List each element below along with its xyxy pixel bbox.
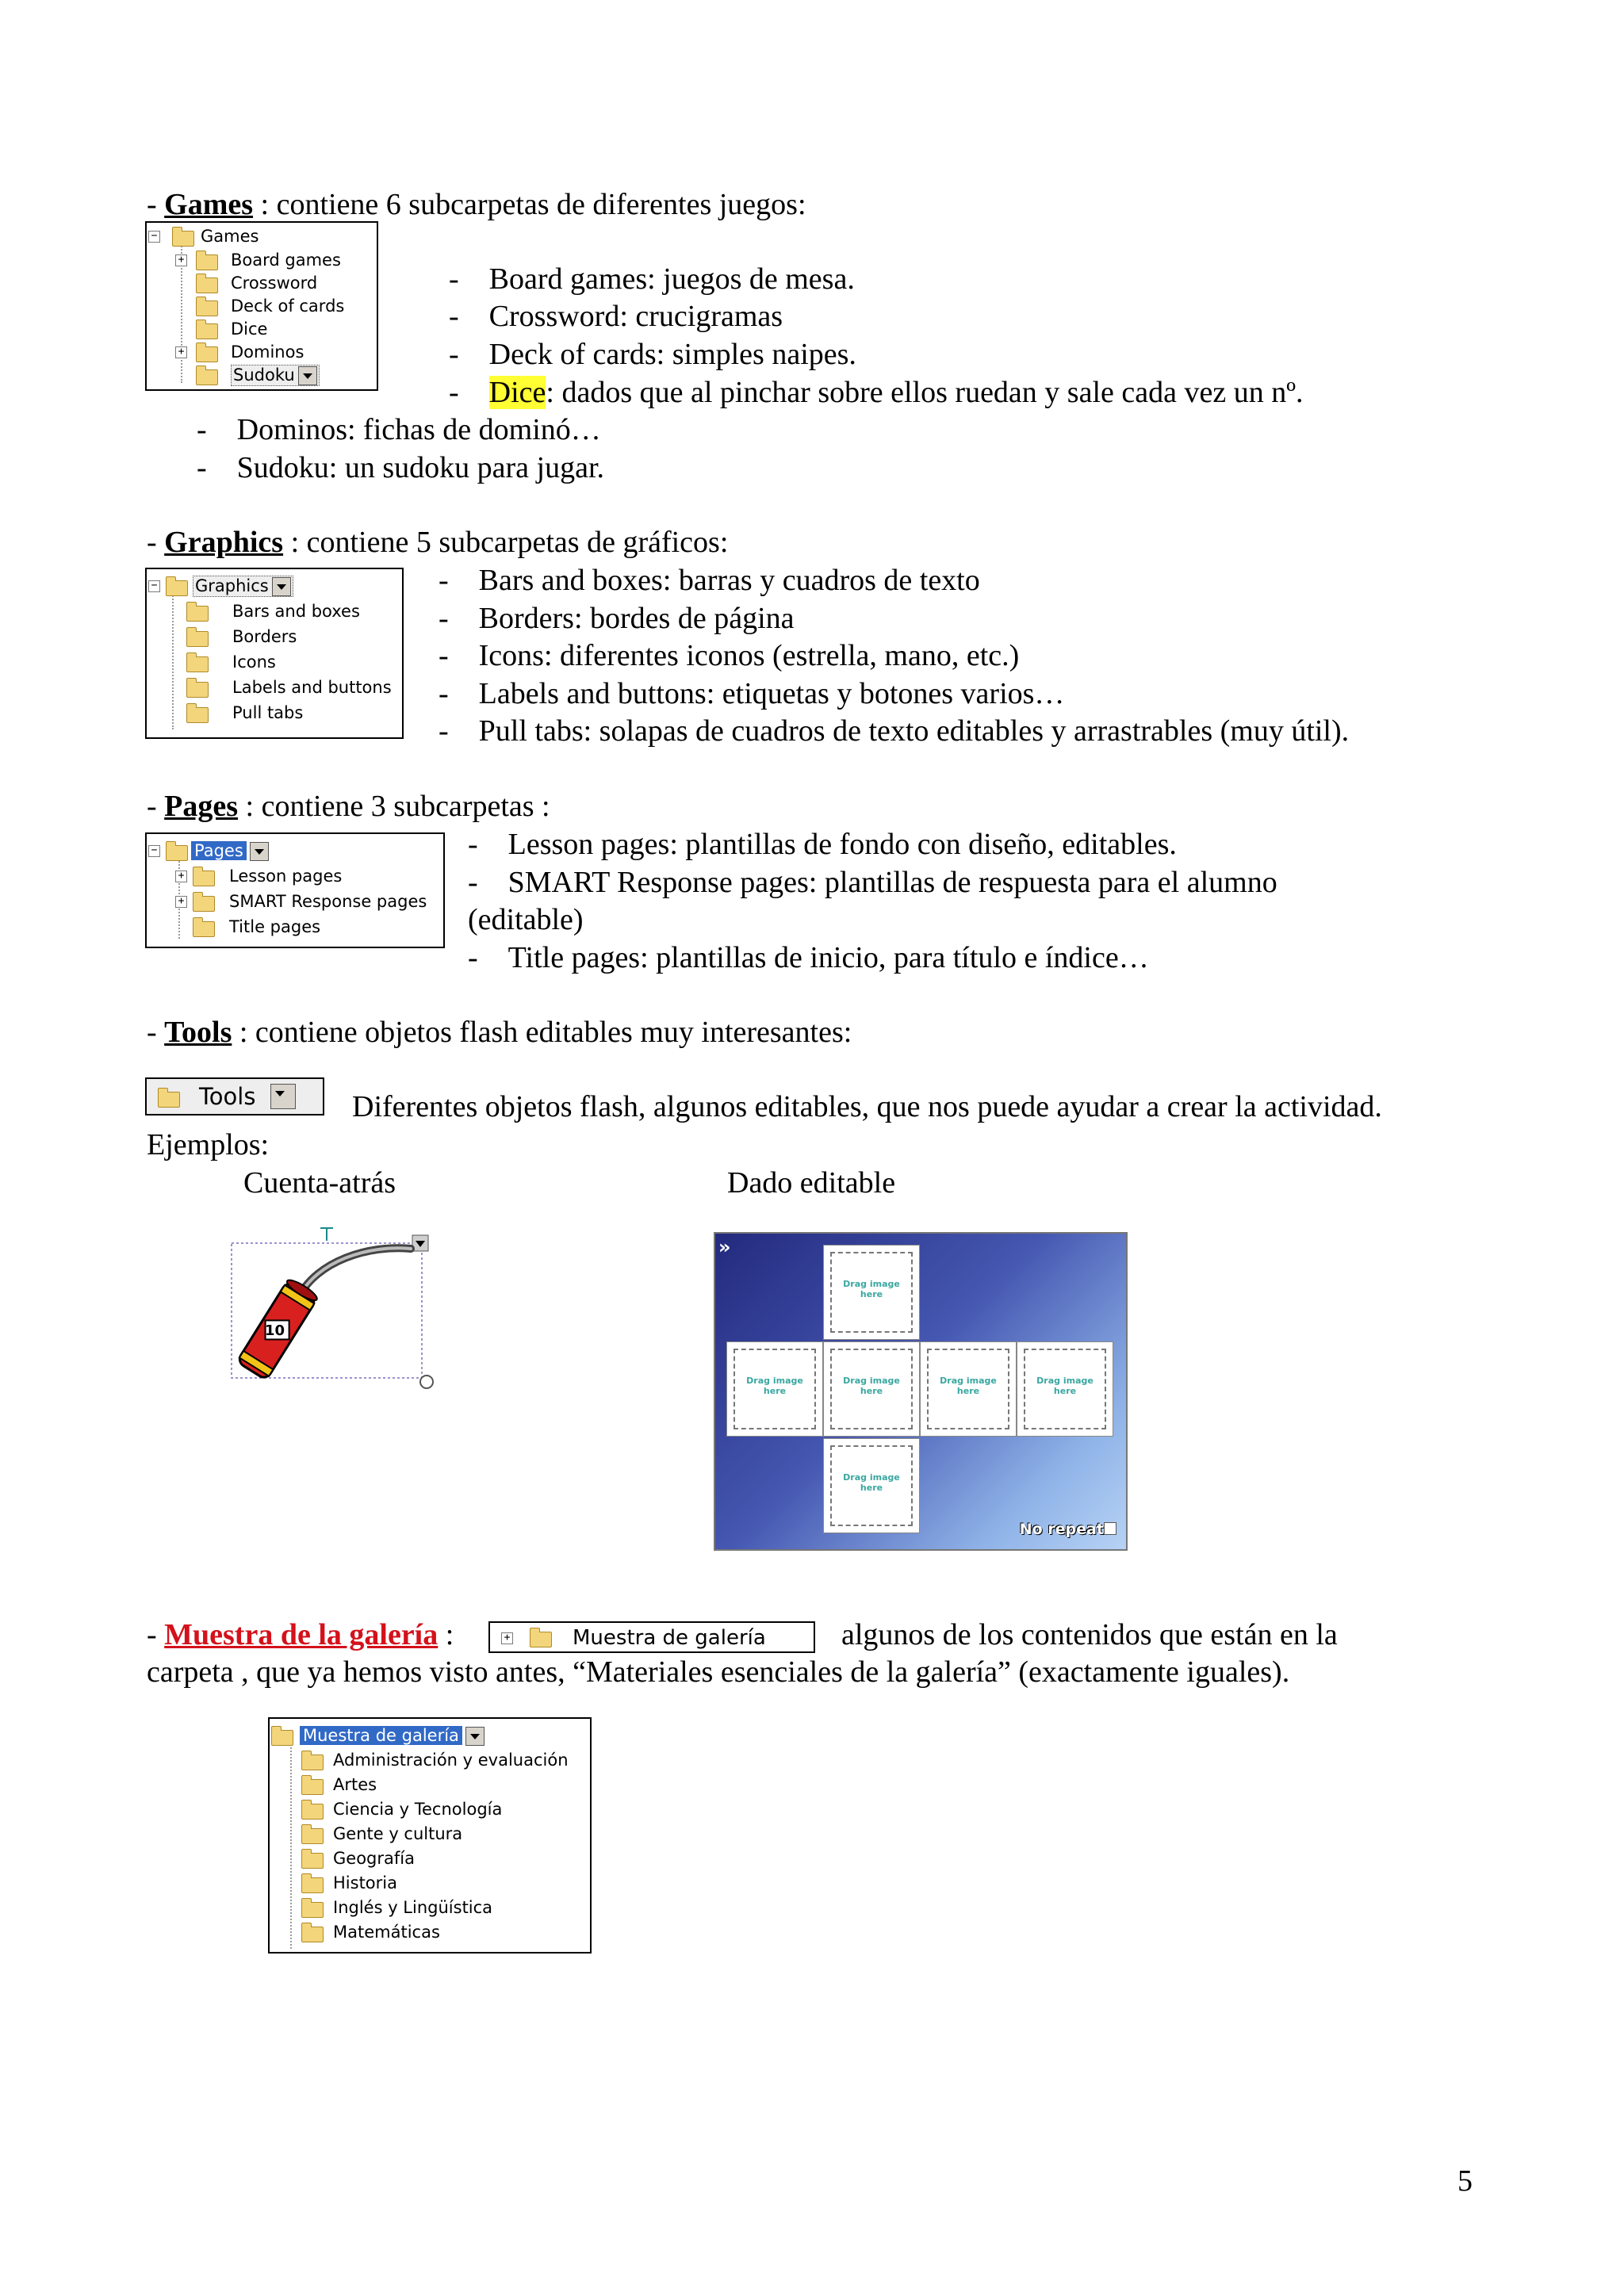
expand-icon[interactable]: + (501, 1632, 513, 1644)
selected-folder-label: Pages (191, 841, 247, 860)
expand-icon[interactable]: + (175, 896, 187, 908)
folder-icon (301, 1755, 324, 1770)
tools-folder-button[interactable]: Tools (145, 1077, 324, 1115)
games-heading-line: - Games : contiene 6 subcarpetas de diferentes juegos: (147, 188, 806, 221)
games-list-item: - Dominos: fichas de dominó… (197, 413, 601, 446)
expand-icon[interactable]: + (175, 871, 187, 882)
examples-label: Ejemplos: (147, 1128, 270, 1161)
folder-icon (186, 682, 209, 698)
muestra-description-2: carpeta , que ya hemos visto antes, “Materiales esenciales de la galería” (exactamente iguales). (147, 1655, 1290, 1689)
muestra-folder-button[interactable]: + Muestra de galería (488, 1621, 815, 1653)
collapse-icon[interactable]: − (148, 845, 160, 857)
folder-icon (186, 707, 209, 723)
games-list-item: - Board games: juegos de mesa. (449, 262, 855, 296)
folder-icon (301, 1804, 324, 1820)
pages-list-item: - Lesson pages: plantillas de fondo con diseño, editables. (468, 828, 1177, 861)
graphics-list-item: - Bars and boxes: barras y cuadros de texto (439, 564, 980, 597)
games-list-item: - Crossword: crucigramas (449, 300, 783, 333)
graphics-heading-line: - Graphics : contiene 5 subcarpetas de gráficos: (147, 526, 729, 559)
dropdown-arrow-icon[interactable] (465, 1727, 485, 1746)
folder-icon (196, 369, 218, 385)
folder-icon (166, 580, 188, 596)
folder-icon (301, 1828, 324, 1844)
graphics-list-item: - Icons: diferentes iconos (estrella, mano, etc.) (439, 639, 1020, 672)
muestra-heading: Muestra de la galería (164, 1618, 439, 1651)
folder-icon (166, 845, 188, 861)
folder-icon (271, 1730, 293, 1746)
folder-icon (186, 656, 209, 672)
folder-icon (301, 1853, 324, 1869)
dice-face-center[interactable]: Drag image here (823, 1341, 920, 1437)
folder-icon (301, 1902, 324, 1918)
dynamite-number: 10 (265, 1322, 285, 1339)
no-repeat-label: No repeat (1019, 1521, 1104, 1538)
page-number: 5 (1457, 2164, 1473, 2198)
dropdown-arrow-icon[interactable] (298, 366, 317, 385)
tree-line (290, 1741, 292, 1949)
tools-description: Diferentes objetos flash, algunos editables, que nos puede ayudar a crear la actividad. (352, 1090, 1382, 1123)
editable-dice-object[interactable] (714, 1232, 1128, 1551)
folder-icon (530, 1632, 552, 1647)
dynamite-icon (230, 1225, 436, 1391)
folder-icon (193, 896, 215, 912)
dice-face-far-right[interactable]: Drag image here (1017, 1341, 1113, 1437)
pages-folder-tree: − Pages + Lesson pages + SMART Response pages Title pages (145, 832, 445, 948)
muestra-folder-tree: Muestra de galería Administración y evaluación Artes Ciencia y Tecnología Gente y cultura Geografía Historia Inglés y Lingüística Matemáticas (268, 1717, 592, 1954)
pages-list-item: - SMART Response pages: plantillas de respuesta para el alumno (468, 866, 1277, 899)
folder-icon (196, 254, 218, 270)
folder-icon (158, 1092, 180, 1108)
graphics-list-item: - Borders: bordes de página (439, 602, 795, 635)
highlighted-word: Dice (488, 376, 546, 409)
example-dice-label: Dado editable (727, 1166, 896, 1200)
folder-icon (301, 1779, 324, 1795)
graphics-heading: Graphics (164, 526, 284, 559)
games-heading: Games (164, 188, 254, 221)
games-list-item: - Deck of cards: simples naipes. (449, 338, 856, 371)
tree-line (172, 590, 174, 729)
dropdown-arrow-icon[interactable] (272, 577, 291, 596)
dropdown-arrow-icon[interactable] (270, 1084, 296, 1109)
double-chevron-icon[interactable]: » (718, 1236, 731, 1258)
graphics-list-item: - Labels and buttons: etiquetas y botones varios… (439, 677, 1065, 710)
folder-icon (196, 300, 218, 316)
expand-icon[interactable]: + (175, 254, 187, 266)
collapse-icon[interactable]: − (148, 580, 160, 592)
selected-folder-label: Muestra de galería (300, 1726, 462, 1745)
muestra-heading-line: - Muestra de la galería : (147, 1618, 454, 1651)
expand-icon[interactable]: + (175, 346, 187, 358)
folder-icon (193, 871, 215, 886)
folder-icon (196, 323, 218, 339)
dropdown-arrow-icon[interactable] (250, 842, 269, 861)
games-list-item: - Sudoku: un sudoku para jugar. (197, 451, 605, 484)
graphics-list-item: - Pull tabs: solapas de cuadros de texto editables y arrastrables (muy útil). (439, 714, 1350, 748)
collapse-icon[interactable]: − (148, 231, 160, 243)
folder-icon (186, 631, 209, 647)
folder-icon (186, 606, 209, 622)
pages-list-item: - Title pages: plantillas de inicio, para título e índice… (468, 941, 1149, 974)
pages-list-item-cont: (editable) (468, 903, 584, 936)
tools-heading-line: - Tools : contiene objetos flash editables muy interesantes: (147, 1016, 852, 1049)
dice-face-right[interactable]: Drag image here (920, 1341, 1017, 1437)
dice-face-left[interactable]: Drag image here (726, 1341, 823, 1437)
dice-face-bottom[interactable]: Drag image here (823, 1438, 920, 1533)
muestra-description-1: algunos de los contenidos que están en la (841, 1618, 1338, 1651)
countdown-dynamite-object[interactable] (230, 1225, 436, 1391)
folder-icon (196, 277, 218, 293)
tools-heading: Tools (164, 1016, 232, 1049)
dice-face-top[interactable]: Drag image here (823, 1245, 920, 1340)
games-list-item-dice: - Dice: dados que al pinchar sobre ellos ruedan y sale cada vez un nº. (449, 376, 1304, 409)
folder-icon (301, 1927, 324, 1942)
folder-icon (196, 346, 218, 362)
pages-heading-line: - Pages : contiene 3 subcarpetas : (147, 790, 550, 823)
example-countdown-label: Cuenta-atrás (243, 1166, 396, 1200)
no-repeat-checkbox[interactable] (1104, 1522, 1116, 1535)
graphics-folder-tree: − Graphics Bars and boxes Borders Icons Labels and buttons Pull tabs (145, 568, 404, 739)
games-folder-tree: − Games + Board games Crossword Deck of cards Dice + Dominos Sudoku (145, 221, 378, 391)
folder-icon (301, 1877, 324, 1893)
folder-icon (172, 231, 194, 247)
pages-heading: Pages (164, 790, 239, 823)
folder-icon (193, 921, 215, 937)
